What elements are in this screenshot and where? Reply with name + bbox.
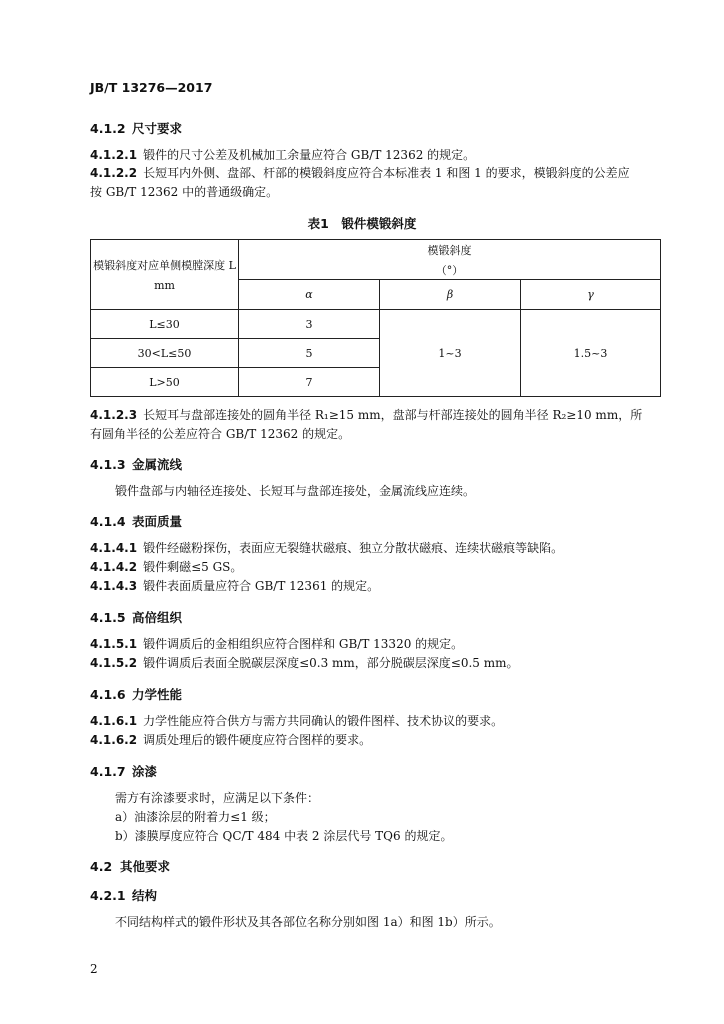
clause-text: 长短耳与盘部连接处的圆角半径 R₁≥15 mm，盘部与杆部连接处的圆角半径 R₂≥10 mm，所 (143, 408, 643, 422)
paragraph-4-1-4-2 (90, 560, 242, 574)
list-item-b: b）漆膜厚度应符合 QC/T 484 中表 2 涂层代号 TQ6 的规定。 (115, 829, 453, 843)
heading-number: 4.1.6 (90, 687, 126, 702)
beta-cell: 1~3 (380, 310, 521, 397)
clause-text: 锻件经磁粉探伤，表面应无裂缝状磁痕、独立分散状磁痕、连续状磁痕等缺陷。 (143, 541, 564, 555)
clause-text: 锻件的尺寸公差及机械加工余量应符合 GB/T 12362 的规定。 (143, 148, 476, 162)
clause-text: 调质处理后的锻件硬度应符合图样的要求。 (143, 733, 372, 747)
angle-header-unit: （°） (435, 263, 464, 277)
clause-text: 锻件剩磁≤5 GS。 (143, 560, 243, 574)
clause-number: 4.1.6.2 (90, 733, 138, 747)
depth-header-label: 模锻斜度对应单侧模膛深度 L (93, 259, 236, 272)
draft-angle-table (90, 239, 661, 397)
paragraph-4-2-1: 不同结构样式的锻件形状及其各部位名称分别如图 1a）和图 1b）所示。 (115, 915, 501, 929)
clause-number: 4.1.2.1 (90, 148, 138, 162)
depth-cell: L>50 (91, 368, 239, 397)
heading-number: 4.1.3 (90, 457, 126, 472)
clause-number: 4.1.4.2 (90, 560, 138, 574)
clause-number: 4.1.2.3 (90, 408, 138, 422)
clause-text: 锻件表面质量应符合 GB/T 12361 的规定。 (143, 579, 380, 593)
depth-cell: 30<L≤50 (91, 339, 239, 368)
heading-title: 结构 (132, 888, 158, 903)
heading-4-1-2 (90, 119, 182, 137)
paragraph-4-1-2-1 (90, 148, 475, 162)
heading-number: 4.1.2 (90, 121, 126, 136)
angle-header-label: 模锻斜度 (427, 243, 472, 257)
heading-title: 力学性能 (132, 687, 183, 702)
list-item-a: a）油漆涂层的附着力≤1 级； (115, 810, 276, 824)
clause-text: 锻件调质后的金相组织应符合图样和 GB/T 13320 的规定。 (143, 637, 464, 651)
alpha-cell: 7 (239, 368, 380, 397)
heading-number: 4.2 (90, 859, 113, 874)
paragraph-4-1-6-1 (90, 714, 503, 728)
beta-header: β (380, 280, 521, 310)
clause-text: 锻件调质后表面全脱碳层深度≤0.3 mm，部分脱碳层深度≤0.5 mm。 (143, 656, 519, 670)
angle-header-cell (239, 240, 661, 280)
heading-title: 其他要求 (120, 859, 171, 874)
paragraph-4-1-4-3 (90, 579, 379, 593)
alpha-cell: 5 (239, 339, 380, 368)
alpha-header: α (239, 280, 380, 310)
clause-text: 长短耳内外侧、盘部、杆部的模锻斜度应符合本标准表 1 和图 1 的要求，模锻斜度的公差应 (143, 166, 630, 180)
paragraph-4-1-7-intro: 需方有涂漆要求时，应满足以下条件： (115, 791, 320, 805)
clause-number: 4.1.4.1 (90, 541, 138, 555)
paragraph-4-1-2-2-cont: 按 GB/T 12362 中的普通级确定。 (90, 185, 279, 199)
heading-title: 尺寸要求 (132, 121, 183, 136)
heading-4-2-1 (90, 886, 157, 904)
paragraph-4-1-5-1 (90, 637, 463, 651)
heading-number: 4.2.1 (90, 888, 126, 903)
depth-header-unit: mm (154, 279, 175, 292)
standard-code: JB/T 13276—2017 (90, 80, 213, 95)
clause-number: 4.1.4.3 (90, 579, 138, 593)
paragraph-4-1-3: 锻件盘部与内轴径连接处、长短耳与盘部连接处，金属流线应连续。 (115, 484, 476, 498)
paragraph-4-1-4-1 (90, 541, 563, 555)
paragraph-4-1-2-2 (90, 166, 630, 180)
table-caption: 表1 锻件模锻斜度 (307, 216, 417, 231)
gamma-cell: 1.5~3 (521, 310, 661, 397)
clause-number: 4.1.5.1 (90, 637, 138, 651)
heading-4-1-5 (90, 608, 182, 626)
paragraph-4-1-2-3 (90, 408, 642, 422)
heading-4-1-7 (90, 762, 157, 780)
heading-number: 4.1.5 (90, 610, 126, 625)
heading-number: 4.1.7 (90, 764, 126, 779)
paragraph-4-1-6-2 (90, 733, 371, 747)
heading-4-1-6 (90, 685, 182, 703)
clause-number: 4.1.6.1 (90, 714, 138, 728)
page-number: 2 (90, 962, 98, 976)
clause-text: 力学性能应符合供方与需方共同确认的锻件图样、技术协议的要求。 (143, 714, 504, 728)
heading-number: 4.1.4 (90, 514, 126, 529)
heading-title: 高倍组织 (132, 610, 183, 625)
alpha-cell: 3 (239, 310, 380, 339)
clause-number: 4.1.5.2 (90, 656, 138, 670)
clause-number: 4.1.2.2 (90, 166, 138, 180)
gamma-header: γ (521, 280, 661, 310)
depth-cell: L≤30 (91, 310, 239, 339)
heading-4-2 (90, 857, 170, 875)
heading-title: 涂漆 (132, 764, 158, 779)
heading-title: 金属流线 (132, 457, 183, 472)
paragraph-4-1-2-3-cont: 有圆角半径的公差应符合 GB/T 12362 的规定。 (90, 427, 351, 441)
paragraph-4-1-5-2 (90, 656, 519, 670)
heading-title: 表面质量 (132, 514, 183, 529)
depth-header-cell (91, 240, 239, 310)
heading-4-1-4 (90, 512, 182, 530)
heading-4-1-3 (90, 455, 182, 473)
